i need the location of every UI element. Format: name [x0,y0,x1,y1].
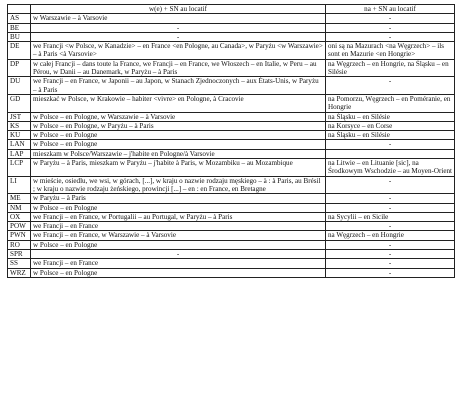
row-code: WRZ [8,268,31,277]
row-na-locative: - [326,140,455,149]
table-row [8,212,455,221]
row-code: RO [8,240,31,249]
row-code: BU [8,32,31,41]
row-w-locative: we Francji <w Polsce, w Kanadzie> – en France <en Pologne, au Canada>, w Paryżu <w Warszawie> – à Paris <à Varsovie> [31,42,326,60]
table-row [8,268,455,277]
table-row [8,222,455,231]
table-row [8,194,455,203]
table-row [8,250,455,259]
table-row [8,121,455,130]
table-row [8,140,455,149]
row-w-locative: w Polsce – en Pologne, w Paryżu – à Paris [31,121,326,130]
table-row [8,112,455,121]
table-row [8,259,455,268]
row-w-locative: w Polsce – en Pologne [31,131,326,140]
row-code: OX [8,212,31,221]
row-w-locative: w Polsce – en Pologne [31,140,326,149]
row-w-locative: w całej Francji – dans toute la France, we Francji – en France, we Włoszech – en Italie, w Peru – au Pérou, w Danii – au Danemark, w Paryżu – à Paris [31,59,326,77]
row-na-locative: na Litwie – en Lituanie [sic], na Środkowym Wschodzie – au Moyen-Orient [326,159,455,177]
table-row [8,42,455,60]
row-w-locative: - [31,32,326,41]
table-row [8,59,455,77]
row-w-locative: mieszkać w Polsce, w Krakowie – habiter <vivre> en Pologne, à Cracovie [31,94,326,112]
table-row [8,94,455,112]
row-code: KS [8,121,31,130]
table-row [8,159,455,177]
row-code: JST [8,112,31,121]
row-w-locative: w Polsce – en Pologne [31,240,326,249]
row-na-locative: - [326,32,455,41]
table-row [8,14,455,23]
row-code: GD [8,94,31,112]
row-na-locative: - [326,203,455,212]
row-w-locative: w Polsce – en Pologne [31,203,326,212]
row-na-locative: - [326,240,455,249]
row-w-locative: we Francji – en France, w Warszawie – à Varsovie [31,231,326,240]
row-code: SPR [8,250,31,259]
table-row [8,176,455,194]
table-row [8,131,455,140]
row-na-locative: - [326,268,455,277]
row-code: BE [8,23,31,32]
row-code: LAN [8,140,31,149]
row-na-locative: - [326,77,455,95]
row-w-locative: w Polsce – en Pologne [31,268,326,277]
row-na-locative: - [326,222,455,231]
row-na-locative: na Sycylii – en Sicile [326,212,455,221]
table-row [8,149,455,158]
row-na-locative: - [326,250,455,259]
row-na-locative: - [326,176,455,194]
row-code: LCP [8,159,31,177]
row-na-locative: - [326,23,455,32]
row-na-locative [326,149,455,158]
table-row [8,77,455,95]
row-na-locative: na Węgrzech – en Hongrie, na Śląsku – en Silésie [326,59,455,77]
row-code: AS [8,14,31,23]
row-code: NM [8,203,31,212]
row-code: LAP [8,149,31,158]
header-w-locative: w(e) + SN au locatif [31,5,326,14]
table-row [8,23,455,32]
header-row [8,5,455,14]
table-row [8,231,455,240]
row-code: DU [8,77,31,95]
row-code: DP [8,59,31,77]
table-row [8,203,455,212]
row-na-locative: - [326,14,455,23]
row-w-locative: we Francji – en France, w Portugalii – au Portugal, w Paryżu – à Paris [31,212,326,221]
table-row [8,240,455,249]
comparison-table [7,4,455,278]
row-na-locative: - [326,194,455,203]
table-body [8,14,455,278]
row-code: ME [8,194,31,203]
table-row [8,32,455,41]
row-w-locative: w Polsce – en Pologne, w Warszawie – à Varsovie [31,112,326,121]
row-w-locative: w mieście, osiedlu, we wsi, w górach, [...], w kraju o nazwie rodzaju męskiego – à : à Paris, au Brésil ; w kraju o nazwie rodzaju żeńskiego, prowincji [...] – en : en France, en Bretagne [31,176,326,194]
row-na-locative: na Korsyce – en Corse [326,121,455,130]
row-na-locative: - [326,259,455,268]
row-code: LI [8,176,31,194]
row-w-locative: - [31,250,326,259]
row-code: PWN [8,231,31,240]
row-na-locative: oni są na Mazurach <na Węgrzech> – ils sont en Mazurie <en Hongrie> [326,42,455,60]
row-na-locative: na Śląsku – en Silésie [326,112,455,121]
row-na-locative: na Śląsku – en Silésie [326,131,455,140]
row-code: DE [8,42,31,60]
row-w-locative: we Francji – en France, w Japonii – au Japon, w Stanach Zjednoczonych – aux États-Unis, w Paryżu – à Paris [31,77,326,95]
row-code: POW [8,222,31,231]
row-w-locative: mieszkam w Polsce/Warszawie – j'habite en Pologne/à Varsovie [31,149,326,158]
row-w-locative: w Paryżu – à Paris [31,194,326,203]
row-code: KU [8,131,31,140]
row-na-locative: na Węgrzech – en Hongrie [326,231,455,240]
row-w-locative: w Warszawie – à Varsovie [31,14,326,23]
row-w-locative: - [31,23,326,32]
row-w-locative: w Paryżu – à Paris, mieszkam w Paryżu – j'habite à Paris, w Mozambiku – au Mozambique [31,159,326,177]
header-code [8,5,31,14]
row-w-locative: we Francji – en France [31,259,326,268]
row-code: SS [8,259,31,268]
row-w-locative: we Francji – en France [31,222,326,231]
row-na-locative: na Pomorzu, Węgrzech – en Poméranie, en Hongrie [326,94,455,112]
header-na-locative: na + SN au locatif [326,5,455,14]
